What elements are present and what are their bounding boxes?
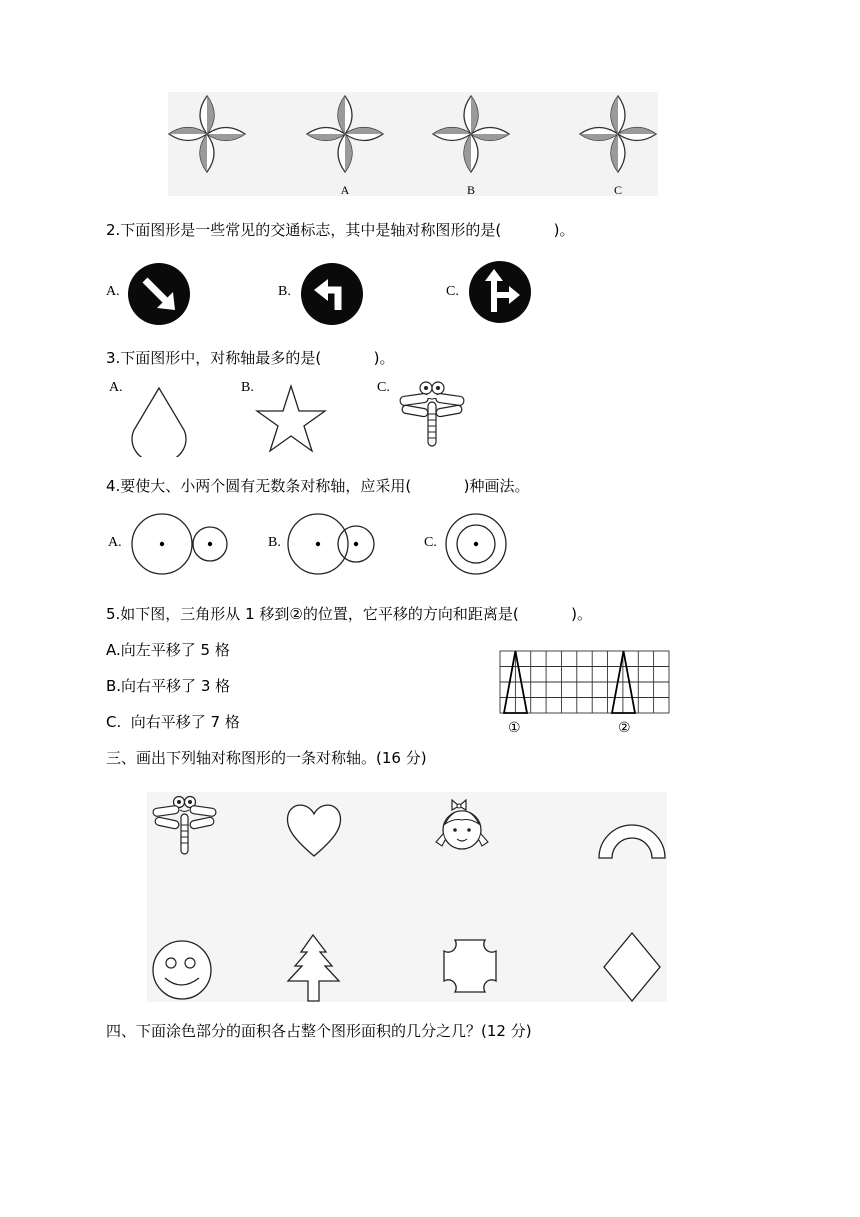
section4-title: 四、下面涂色部分的面积各占整个图形面积的几分之几？(12 分): [106, 1022, 532, 1040]
q5-option-a: A.向左平移了 5 格: [106, 641, 230, 659]
q1-figure: [160, 88, 670, 203]
q3-option-c-label: C.: [377, 380, 390, 395]
q4-option-a-label: A.: [108, 535, 122, 550]
arrow-down-right-sign-icon: [127, 262, 191, 326]
dragonfly-icon: [396, 380, 470, 450]
section3-background: [147, 792, 667, 1002]
concentric-circles-icon: [444, 512, 510, 578]
q2-option-b-label: B.: [278, 284, 291, 299]
straight-or-right-sign-icon: [468, 260, 532, 324]
smiley-face-icon: [153, 941, 211, 999]
q2-text: 2.下面图形是一些常见的交通标志，其中是轴对称图形的是( )。: [106, 221, 575, 239]
translation-grid-figure: [498, 648, 672, 738]
q3-text: 3.下面图形中，对称轴最多的是( )。: [106, 349, 395, 367]
grid-label-1: ①: [508, 721, 521, 736]
section3-title: 三、画出下列轴对称图形的一条对称轴。(16 分): [106, 749, 427, 767]
q2-option-a-label: A.: [106, 284, 120, 299]
separate-circles-icon: [128, 512, 234, 578]
q1-figure-background: [168, 92, 658, 196]
q1-label-a: A: [340, 183, 350, 197]
q5-option-c: C. 向右平移了 7 格: [106, 713, 240, 731]
q3-option-b-label: B.: [241, 380, 254, 395]
q4-option-c-label: C.: [424, 535, 437, 550]
q4-text: 4.要使大、小两个圆有无数条对称轴，应采用( )种画法。: [106, 477, 530, 495]
q1-label-b: B: [466, 183, 476, 197]
grid-label-2: ②: [618, 721, 631, 736]
star-icon: [255, 383, 329, 453]
overlapping-circles-icon: [286, 512, 378, 578]
q5-text: 5.如下图，三角形从 1 移到②的位置，它平移的方向和距离是( )。: [106, 605, 592, 623]
q2-option-c-label: C.: [446, 284, 459, 299]
q4-option-b-label: B.: [268, 535, 281, 550]
section3-figure: [145, 790, 670, 1005]
q3-option-a-label: A.: [109, 380, 123, 395]
q1-label-c: C: [613, 183, 623, 197]
q5-option-b: B.向右平移了 3 格: [106, 677, 231, 695]
turn-left-sign-icon: [300, 262, 364, 326]
fan-shape-icon: [128, 385, 192, 457]
